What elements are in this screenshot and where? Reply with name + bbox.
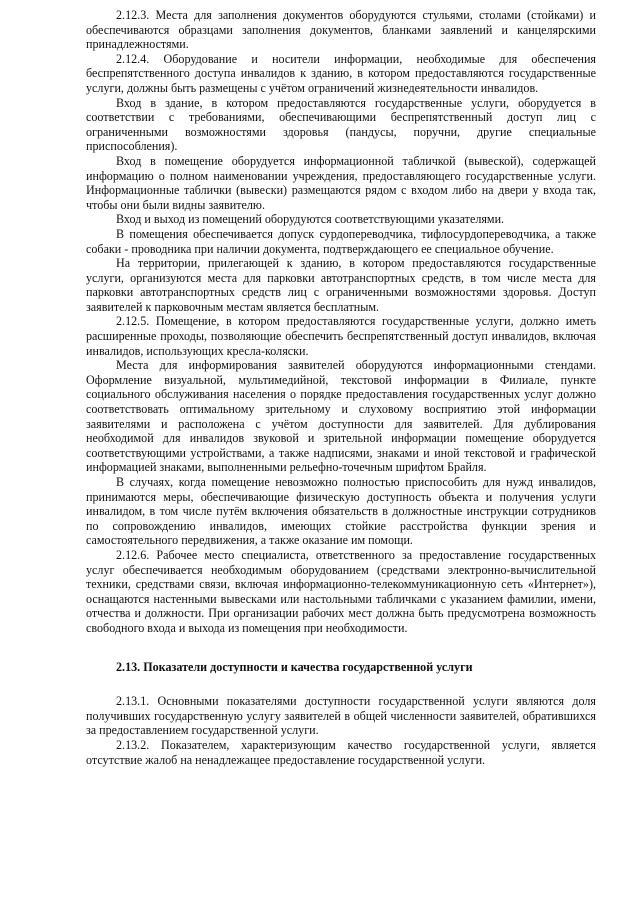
paragraph-parking: На территории, прилегающей к зданию, в котором предоставляются государственные услуги, организуются места для парковки автотранспортных средств, в том числе места для парковки автотранспортных средств лиц с ограниченными возможностями здоровья. Доступ заявителей к парковочным местам является бесплатным. [86,256,596,314]
document-page [86,8,596,767]
paragraph-2-12-6: 2.12.6. Рабочее место специалиста, ответственного за предоставление государственных услуг обеспечивается необходимым оборудованием (средствами электронно-вычислительной техники, средствами связи, включая информационно-телекоммуникационную сеть «Интернет»), оснащаются настенными вывесками или настольными табличками с указанием фамилии, имени, отчества и должности. При организации рабочих мест должна быть предусмотрена возможность свободного входа и выхода из помещения при необходимости. [86,547,596,635]
paragraph-2-13-1: 2.13.1. Основными показателями доступности государственной услуги являются доля получивших государственную услугу заявителей в общей численности заявителей, обратившихся за предоставлением государственной услуги. [86,694,596,738]
paragraph-accessibility-measures: В случаях, когда помещение невозможно полностью приспособить для нужд инвалидов, принимаются меры, обеспечивающие физическую доступность объекта и получения услуги инвалидом, в том числе путём включения обязательств в должностные инструкции сотрудников по сопровождению инвалидов, имеющих стойкие расстройства функции зрения и самостоятельного передвижения, а также оказание им помощи. [86,475,596,548]
paragraph-information-stands: Места для информирования заявителей оборудуются информационными стендами. Оформление визуальной, мультимедийной, текстовой информации в Филиале, пункте социального обслуживания населения о порядке предоставления государственных услуг должно соответствовать оптимальному зрительному и слуховому восприятию этой информации заявителями и расположена с учётом доступности для заявителей. Для дублирования необходимой для инвалидов звуковой и зрительной информации помещение оборудуется соответствующими устройствами, а также надписями, знаками и иной текстовой и графической информацией знаками, выполненными рельефно-точечным шрифтом Брайля. [86,358,596,475]
paragraph-2-12-4: 2.12.4. Оборудование и носители информации, необходимые для обеспечения беспрепятственного доступа инвалидов к зданию, в котором предоставляются государственные услуги, должны быть размещены с учётом ограничений жизнедеятельности инвалидов. [86,51,596,95]
paragraph-entry-exit-signs: Вход и выход из помещений оборудуются соответствующими указателями. [116,212,505,227]
paragraph-2-12-3: 2.12.3. Места для заполнения документов оборудуются стульями, столами (стойками) и обеспечиваются образцами заполнения документов, бланками заявлений и канцелярскими принадлежностями. [86,8,596,52]
paragraph-room-signage: Вход в помещение оборудуется информационной табличкой (вывеской), содержащей информацию о полном наименовании учреждения, предоставляющего государственные услуги. Информационные таблички (вывески) размещаются рядом с входом либо на двери у входа так, чтобы они были видны заявителю. [86,153,596,212]
paragraph-interpreter-access: В помещения обеспечивается допуск сурдопереводчика, тифлосурдопереводчика, а также собаки - проводника при наличии документа, подтверждающего ее специальное обучение. [86,226,596,256]
paragraph-building-entrance: Вход в здание, в котором предоставляются государственные услуги, оборудуется в соответствии с требованиями, обеспечивающими беспрепятственный доступ лиц с ограниченными возможностями здоровья (пандусы, поручни, другие специальные приспособления). [86,95,596,154]
paragraph-2-12-5: 2.12.5. Помещение, в котором предоставляются государственные услуги, должно иметь расширенные проходы, позволяющие обеспечить беспрепятственный доступ инвалидов, включая инвалидов, использующих кресла-коляски. [86,314,596,358]
paragraph-2-13-2: 2.13.2. Показателем, характеризующим качество государственной услуги, является отсутствие жалоб на ненадлежащее предоставление государственной услуги. [86,737,596,767]
section-heading: 2.13. Показатели доступности и качества государственной услуги [116,659,473,674]
